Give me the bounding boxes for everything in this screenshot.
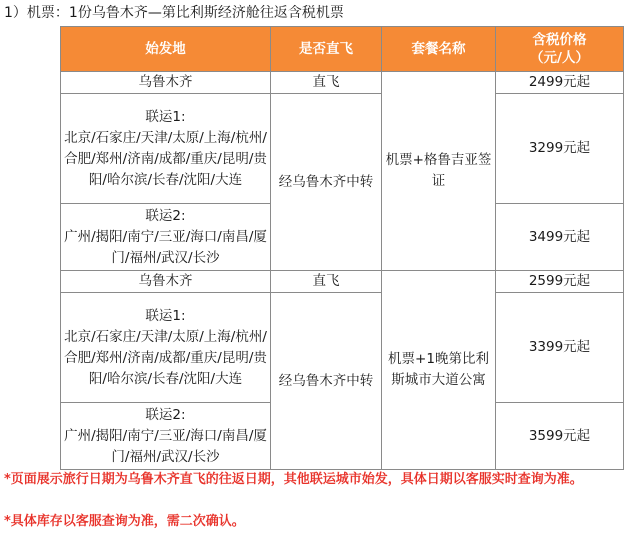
header-price <box>496 27 624 72</box>
origin-cell: 乌鲁木齐 <box>61 271 271 293</box>
transfer-cell: 经乌鲁木齐中转 <box>271 293 382 470</box>
direct-cell: 直飞 <box>271 72 382 94</box>
table-row <box>61 271 624 293</box>
price-cell: 3499元起 <box>496 204 624 271</box>
section-heading: 1）机票：1份乌鲁木齐—第比利斯经济舱往返含税机票 <box>4 5 344 21</box>
origin-cell: 乌鲁木齐 <box>61 72 271 94</box>
fare-table <box>60 26 624 470</box>
origin-cell <box>61 403 271 470</box>
origin-cell <box>61 293 271 403</box>
price-cell: 3299元起 <box>496 94 624 204</box>
price-cell: 2499元起 <box>496 72 624 94</box>
inventory-note: *具体库存以客服查询为准，需二次确认。 <box>4 514 245 529</box>
origin-cities: 联运2: 广州/揭阳/南宁/三亚/海口/南昌/厦门/福州/武汉/长沙 <box>64 207 267 266</box>
header-price-text: 含税价格 （元/人） <box>530 32 589 66</box>
origin-cell <box>61 94 271 204</box>
origin-cities: 联运1: 北京/石家庄/天津/太原/上海/杭州/合肥/郑州/济南/成都/重庆/昆明/贵阳/哈尔滨/长春/沈阳/大连 <box>64 108 267 188</box>
package-cell: 机票+1晚第比利斯城市大道公寓 <box>382 271 496 470</box>
table-row <box>61 94 624 204</box>
table-row <box>61 72 624 94</box>
price-cell: 3399元起 <box>496 293 624 403</box>
transfer-cell: 经乌鲁木齐中转 <box>271 94 382 271</box>
price-cell: 2599元起 <box>496 271 624 293</box>
table-row <box>61 293 624 403</box>
header-package: 套餐名称 <box>382 27 496 72</box>
header-direct: 是否直飞 <box>271 27 382 72</box>
origin-cities: 联运1: 北京/石家庄/天津/太原/上海/杭州/合肥/郑州/济南/成都/重庆/昆明/贵阳/哈尔滨/长春/沈阳/大连 <box>64 307 267 387</box>
date-note: *页面展示旅行日期为乌鲁木齐直飞的往返日期，其他联运城市始发，具体日期以客服实时查询为准。 <box>4 472 583 487</box>
header-origin: 始发地 <box>61 27 271 72</box>
direct-cell: 直飞 <box>271 271 382 293</box>
price-cell: 3599元起 <box>496 403 624 470</box>
table-header-row <box>61 27 624 72</box>
package-cell: 机票+格鲁吉亚签证 <box>382 72 496 271</box>
origin-cell <box>61 204 271 271</box>
origin-cities: 联运2: 广州/揭阳/南宁/三亚/海口/南昌/厦门/福州/武汉/长沙 <box>64 406 267 465</box>
